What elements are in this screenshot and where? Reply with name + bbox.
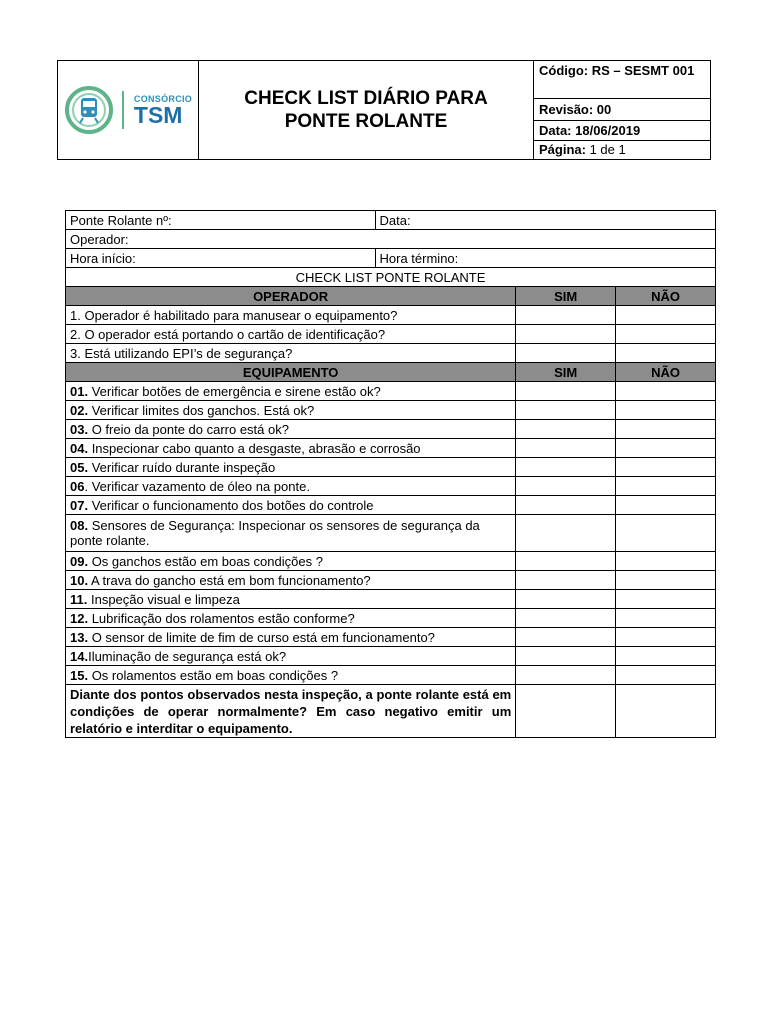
codigo-text: Código: RS – SESMT 001 <box>539 63 695 78</box>
section-equipamento-title: EQUIPAMENTO <box>66 363 516 382</box>
document-meta <box>534 61 710 159</box>
sim-checkbox[interactable] <box>516 628 616 647</box>
nao-checkbox[interactable] <box>616 344 716 363</box>
nao-checkbox[interactable] <box>616 647 716 666</box>
company-logo <box>64 85 192 135</box>
sim-checkbox[interactable] <box>516 496 616 515</box>
document-title <box>199 61 534 159</box>
operador-item-2: 2. O operador está portando o cartão de identificação? <box>66 325 516 344</box>
table-row <box>66 401 716 420</box>
section-operador-nao: NÃO <box>616 287 716 306</box>
sim-checkbox[interactable] <box>516 590 616 609</box>
section-equipamento-sim: SIM <box>516 363 616 382</box>
sim-checkbox[interactable] <box>516 666 616 685</box>
nao-checkbox[interactable] <box>616 628 716 647</box>
equipamento-item-07: 07. Verificar o funcionamento dos botões do controle <box>66 496 516 515</box>
sim-checkbox[interactable] <box>516 552 616 571</box>
equipamento-item-02: 02. Verificar limites dos ganchos. Está ok? <box>66 401 516 420</box>
equipamento-item-11: 11. Inspeção visual e limpeza <box>66 590 516 609</box>
nao-checkbox[interactable] <box>616 552 716 571</box>
table-row <box>66 344 716 363</box>
nao-checkbox[interactable] <box>616 325 716 344</box>
logo-divider <box>122 91 124 129</box>
meta-data <box>534 121 710 141</box>
logo-cell <box>58 61 199 159</box>
sim-checkbox[interactable] <box>516 477 616 496</box>
train-logo-icon <box>64 85 114 135</box>
sim-checkbox[interactable] <box>516 458 616 477</box>
sim-checkbox[interactable] <box>516 571 616 590</box>
nao-checkbox[interactable] <box>616 420 716 439</box>
table-row <box>66 590 716 609</box>
final-question: Diante dos pontos observados nesta inspeção, a ponte rolante está em condições de operar normalmente? Em caso negativo emitir um relatório e interditar o equipamento. <box>66 685 516 738</box>
pagina-value: 1 de 1 <box>589 142 626 157</box>
form-row-ponte <box>66 211 716 230</box>
sim-checkbox[interactable] <box>516 306 616 325</box>
checklist-table <box>65 210 716 738</box>
nao-checkbox[interactable] <box>616 515 716 552</box>
hora-inicio-field[interactable]: Hora início: <box>66 249 376 268</box>
operador-item-1: 1. Operador é habilitado para manusear o equipamento? <box>66 306 516 325</box>
final-question-row <box>66 685 716 738</box>
section-operador-header <box>66 287 716 306</box>
nao-checkbox[interactable] <box>616 666 716 685</box>
table-row <box>66 647 716 666</box>
hora-termino-field[interactable]: Hora término: <box>375 249 715 268</box>
sim-checkbox[interactable] <box>516 382 616 401</box>
sim-checkbox[interactable] <box>516 685 616 738</box>
meta-pagina <box>534 141 710 158</box>
table-row <box>66 666 716 685</box>
table-row <box>66 515 716 552</box>
meta-codigo <box>534 61 710 99</box>
sim-checkbox[interactable] <box>516 609 616 628</box>
table-row <box>66 552 716 571</box>
nao-checkbox[interactable] <box>616 609 716 628</box>
logo-consorcio-text: CONSÓRCIO <box>133 94 193 104</box>
ponte-field[interactable]: Ponte Rolante nº: <box>66 211 376 230</box>
nao-checkbox[interactable] <box>616 477 716 496</box>
nao-checkbox[interactable] <box>616 571 716 590</box>
form-row-operador <box>66 230 716 249</box>
table-row <box>66 496 716 515</box>
table-row <box>66 420 716 439</box>
equipamento-item-10: 10. A trava do gancho está em bom funcionamento? <box>66 571 516 590</box>
sim-checkbox[interactable] <box>516 515 616 552</box>
nao-checkbox[interactable] <box>616 496 716 515</box>
table-row <box>66 325 716 344</box>
table-row <box>66 571 716 590</box>
nao-checkbox[interactable] <box>616 306 716 325</box>
data-field[interactable]: Data: <box>375 211 715 230</box>
revisao-text: Revisão: 00 <box>539 102 612 117</box>
data-text: Data: 18/06/2019 <box>539 123 641 138</box>
table-row <box>66 628 716 647</box>
checklist-title: CHECK LIST PONTE ROLANTE <box>66 268 716 287</box>
form-row-hora <box>66 249 716 268</box>
meta-revisao <box>534 99 710 121</box>
equipamento-item-12: 12. Lubrificação dos rolamentos estão conforme? <box>66 609 516 628</box>
nao-checkbox[interactable] <box>616 401 716 420</box>
table-row <box>66 609 716 628</box>
nao-checkbox[interactable] <box>616 439 716 458</box>
checklist-title-row <box>66 268 716 287</box>
nao-checkbox[interactable] <box>616 685 716 738</box>
title-line-1: CHECK LIST DIÁRIO PARA <box>244 88 488 109</box>
title-line-2: PONTE ROLANTE <box>284 111 448 132</box>
sim-checkbox[interactable] <box>516 439 616 458</box>
table-row <box>66 458 716 477</box>
table-row <box>66 382 716 401</box>
equipamento-item-15: 15. Os rolamentos estão em boas condições ? <box>66 666 516 685</box>
equipamento-item-06: 06. Verificar vazamento de óleo na ponte. <box>66 477 516 496</box>
logo-tsm-text: TSM <box>133 102 183 128</box>
nao-checkbox[interactable] <box>616 458 716 477</box>
section-operador-sim: SIM <box>516 287 616 306</box>
operador-field[interactable]: Operador: <box>66 230 716 249</box>
section-equipamento-header <box>66 363 716 382</box>
equipamento-item-13: 13. O sensor de limite de fim de curso está em funcionamento? <box>66 628 516 647</box>
equipamento-item-14: 14.Iluminação de segurança está ok? <box>66 647 516 666</box>
operador-item-3: 3. Está utilizando EPI’s de segurança? <box>66 344 516 363</box>
equipamento-item-04: 04. Inspecionar cabo quanto a desgaste, abrasão e corrosão <box>66 439 516 458</box>
table-row <box>66 477 716 496</box>
equipamento-item-01: 01. Verificar botões de emergência e sirene estão ok? <box>66 382 516 401</box>
sim-checkbox[interactable] <box>516 420 616 439</box>
equipamento-item-03: 03. O freio da ponte do carro está ok? <box>66 420 516 439</box>
document-header <box>57 60 711 160</box>
nao-checkbox[interactable] <box>616 590 716 609</box>
section-equipamento-nao: NÃO <box>616 363 716 382</box>
sim-checkbox[interactable] <box>516 647 616 666</box>
equipamento-item-09: 09. Os ganchos estão em boas condições ? <box>66 552 516 571</box>
table-row <box>66 306 716 325</box>
section-operador-title: OPERADOR <box>66 287 516 306</box>
pagina-label: Página: <box>539 142 586 157</box>
sim-checkbox[interactable] <box>516 401 616 420</box>
sim-checkbox[interactable] <box>516 344 616 363</box>
equipamento-item-08: 08. Sensores de Segurança: Inspecionar os sensores de segurança da ponte rolante. <box>66 515 516 552</box>
nao-checkbox[interactable] <box>616 382 716 401</box>
sim-checkbox[interactable] <box>516 325 616 344</box>
table-row <box>66 439 716 458</box>
equipamento-item-05: 05. Verificar ruído durante inspeção <box>66 458 516 477</box>
